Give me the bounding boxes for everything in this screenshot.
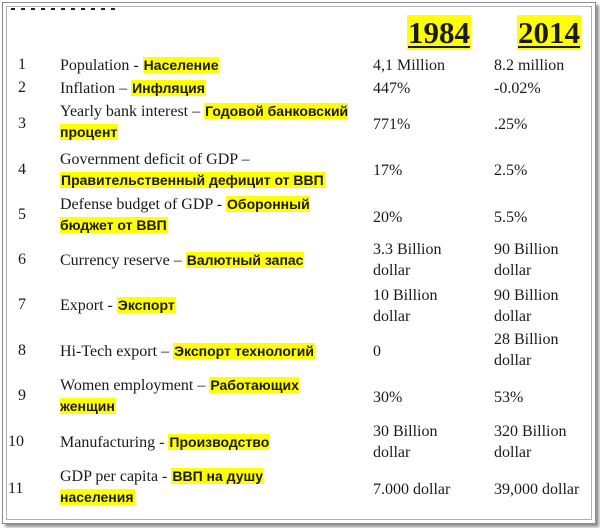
label-ru: Оборонный бюджет от ВВП: [60, 196, 310, 233]
value-1984: 447%: [373, 80, 411, 97]
value-2014: 8.2 million: [494, 57, 565, 74]
row-number: 4: [18, 161, 26, 178]
label-en: Defense budget of GDP -: [60, 196, 227, 213]
row-label: [60, 295, 360, 316]
row-number: 8: [18, 342, 26, 359]
label-en: Export -: [60, 297, 117, 314]
label-en: Government deficit of GDP –: [60, 151, 250, 168]
value-1984: 771%: [373, 116, 411, 133]
label-ru: Инфляция: [132, 80, 205, 96]
label-ru: ВВП на душу населения: [60, 468, 263, 505]
row-number: 2: [18, 79, 26, 96]
column-header-1984: 1984: [408, 15, 470, 50]
label-en: GDP per capita -: [60, 468, 172, 485]
value-2014: 39,000 dollar: [494, 481, 580, 498]
value-1984: 7.000 dollar: [373, 481, 451, 498]
value-1984: 30%: [373, 389, 403, 406]
cropped-heading: [11, 2, 231, 10]
row-label: [60, 101, 360, 143]
row-number: 6: [18, 251, 26, 268]
row-label: [60, 149, 370, 191]
label-ru: Экспорт технологий: [174, 343, 314, 359]
row-number: 5: [18, 206, 26, 223]
row-label: [60, 78, 360, 99]
row-number: 1: [18, 56, 26, 73]
value-1984: 4,1 Million: [373, 57, 446, 74]
label-ru: Население: [143, 57, 219, 73]
label-ru: Годовой банковский процент: [60, 103, 349, 140]
row-label: [60, 432, 360, 453]
row-number: 7: [18, 296, 26, 313]
label-ru: Работающих женщин: [60, 377, 299, 414]
row-label: [60, 250, 360, 271]
value-2014: 5.5%: [494, 209, 528, 226]
value-2014: 320 Billion dollar: [494, 423, 567, 461]
column-header-2014: 2014: [518, 15, 580, 50]
value-1984: 3.3 Billion dollar: [373, 241, 442, 279]
value-2014: 53%: [494, 389, 524, 406]
row-number: 11: [8, 480, 24, 497]
label-en: Currency reserve –: [60, 252, 186, 269]
row-label: [60, 375, 345, 417]
row-label: [60, 341, 360, 362]
label-ru: Правительственный дефицит от ВВП: [61, 172, 324, 188]
label-en: Hi-Tech export –: [60, 343, 174, 360]
label-ru: Производство: [169, 434, 270, 450]
value-1984: 30 Billion dollar: [373, 423, 438, 461]
value-1984: 17%: [373, 162, 403, 179]
value-1984: 10 Billion dollar: [373, 287, 438, 325]
value-2014: .25%: [494, 116, 528, 133]
value-2014: -0.02%: [494, 80, 541, 97]
row-label: [60, 55, 360, 76]
label-en: Yearly bank interest –: [60, 103, 205, 120]
label-en: Manufacturing -: [60, 434, 169, 451]
row-label: [60, 194, 350, 236]
value-1984: 0: [373, 343, 381, 360]
value-2014: 2.5%: [494, 162, 528, 179]
label-en: Inflation –: [60, 80, 132, 97]
value-2014: 90 Billion dollar: [494, 287, 559, 325]
row-number: 3: [18, 115, 26, 132]
document-frame: [2, 2, 596, 524]
label-en: Women employment –: [60, 377, 210, 394]
value-1984: 20%: [373, 209, 403, 226]
row-number: 9: [18, 387, 26, 404]
label-ru: Валютный запас: [186, 252, 304, 268]
label-ru: Экспорт: [117, 297, 175, 313]
row-number: 10: [8, 433, 24, 450]
value-2014: 90 Billion dollar: [494, 241, 559, 279]
row-label: [60, 466, 335, 508]
label-en: Population -: [60, 57, 143, 74]
value-2014: 28 Billion dollar: [494, 331, 559, 369]
